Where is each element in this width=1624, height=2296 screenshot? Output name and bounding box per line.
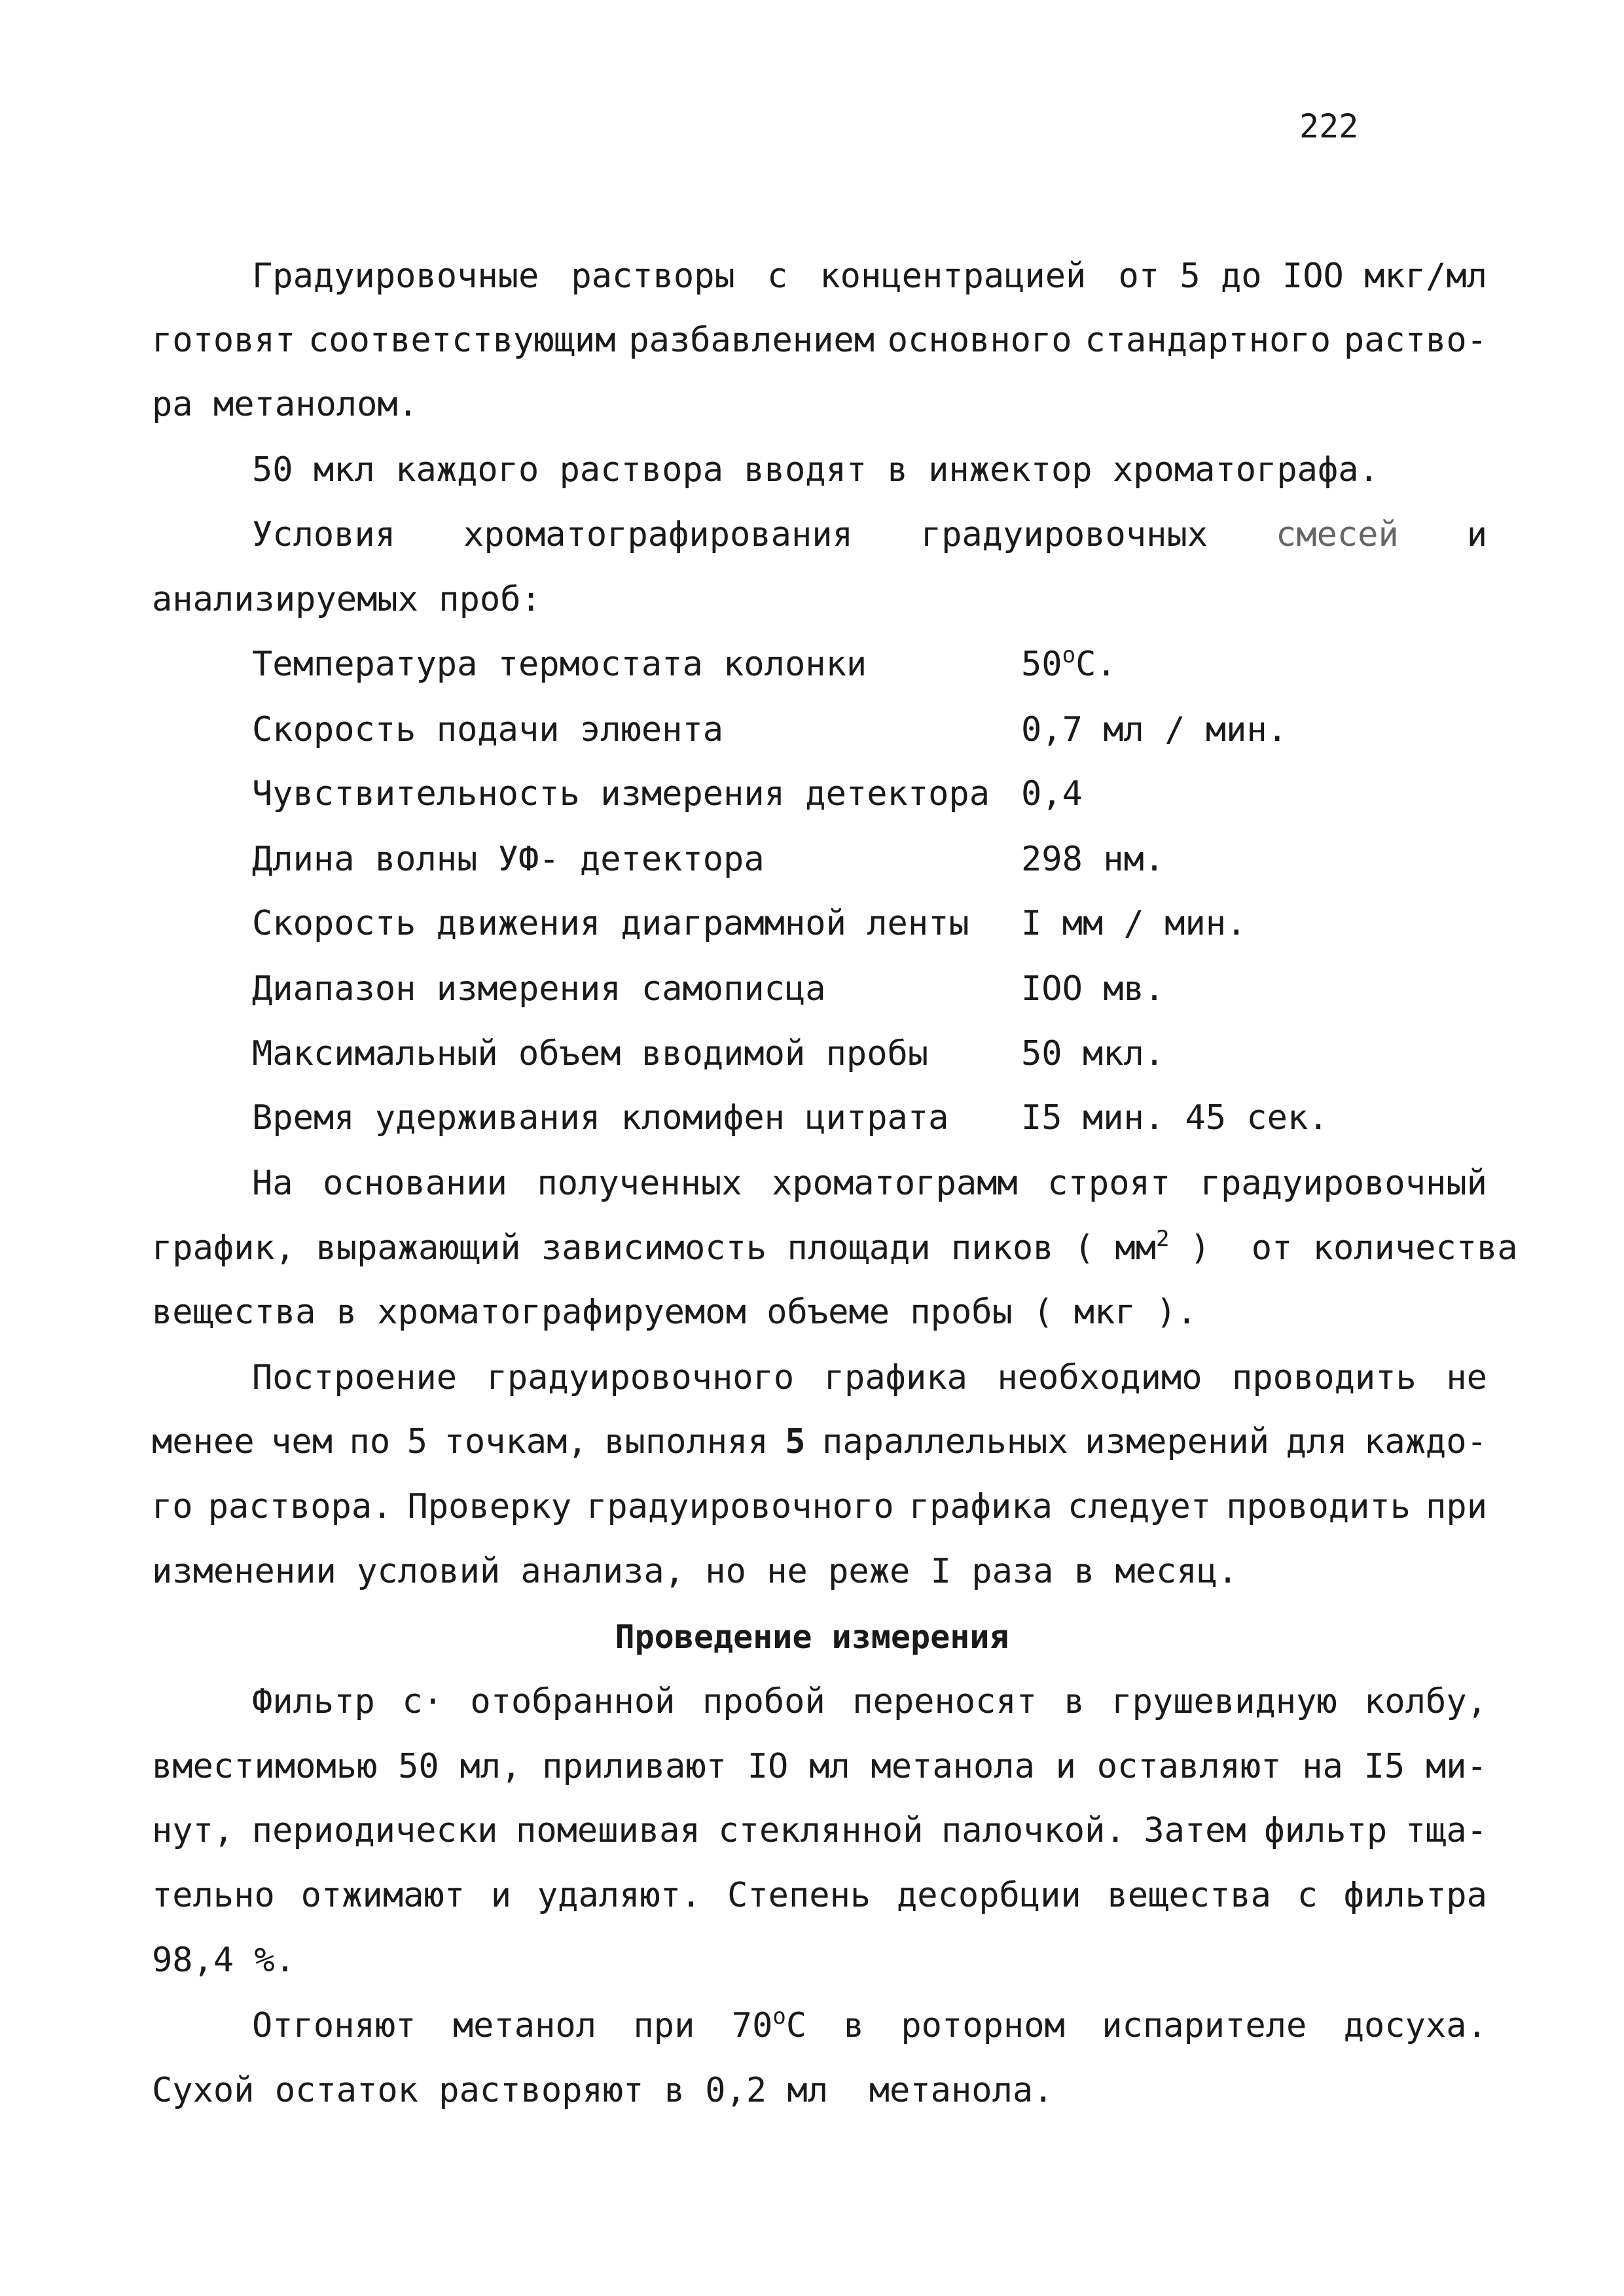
section-heading: Проведение измерения (615, 1618, 1009, 1656)
condition-value: 50 мкл. (1021, 1034, 1165, 1073)
condition-value: 0,7 мл / мин. (1021, 710, 1288, 749)
para1-line2: готовят соответствующим разбавлением основного стандартного раство- (152, 321, 1487, 360)
condition-name: Диапазон измерения самописца (252, 969, 826, 1009)
para4-line1: На основании полученных хроматограмм строят градуировочный (252, 1164, 1487, 1203)
para6-line2: вместимомью 50 мл, приливают IO мл метанола и оставляют на I5 ми- (152, 1747, 1487, 1786)
para4-line3: вещества в хроматографируемом объеме пробы ( мкг ). (152, 1293, 1197, 1332)
condition-name: Длина волны УФ- детектора (252, 840, 765, 879)
condition-value: $50^оС$. (1021, 642, 1117, 684)
condition-name: Скорость подачи элюента (252, 710, 724, 749)
para6-line3: нут, периодически помешивая стеклянной палочкой. Затем фильтр тща- (152, 1811, 1487, 1850)
condition-value: 0,4 (1021, 774, 1083, 814)
para7-line1: Отгоняют метанол при $70^оС$ в роторном испарителе досуха. (252, 2003, 1487, 2045)
condition-value: IOO мв. (1021, 969, 1165, 1009)
para6-line1: Фильтр с· отобранной пробой переносят в грушевидную колбу, (252, 1682, 1487, 1721)
para2: 50 мкл каждого раствора вводят в инжектор хроматографа. (252, 450, 1379, 490)
para6-line5: 98,4 %. (152, 1941, 296, 1980)
para5-line2: менее чем по 5 точкам, выполняя 5 параллельных измерений для каждо- (152, 1422, 1487, 1462)
page-number: 222 (1299, 107, 1359, 145)
para4-line2: график, выражающий зависимость площади пиков ( $мм^2$ ) от количества (152, 1226, 1518, 1268)
para5-line4: изменении условий анализа, но не реже I раза в месяц. (152, 1552, 1238, 1591)
condition-name: Максимальный объем вводимой пробы (252, 1034, 929, 1073)
para5-line3: го раствора. Проверку градуировочного графика следует проводить при (152, 1487, 1487, 1526)
condition-name: Скорость движения диаграммной ленты (252, 904, 969, 943)
para1-line1: Градуировочные растворы с концентрацией от 5 до IOO мкг/мл (252, 257, 1487, 296)
para3-line2: анализируемых проб: (152, 580, 541, 619)
para3-line1: Условия хроматографирования градуировочных смесей и (252, 515, 1487, 554)
condition-value: I5 мин. 45 сек. (1021, 1098, 1329, 1138)
para7-line2: Сухой остаток растворяют в 0,2 мл метанола. (152, 2071, 1054, 2110)
condition-value: 298 нм. (1021, 840, 1165, 879)
para1-line3: ра метанолом. (152, 385, 418, 424)
para5-line1: Построение градуировочного графика необходимо проводить не (252, 1358, 1487, 1397)
condition-name: Температура термостата колонки (252, 645, 867, 684)
condition-value: I мм / мин. (1021, 904, 1247, 943)
condition-name: Время удерживания кломифен цитрата (252, 1098, 949, 1138)
para6-line4: тельно отжимают и удаляют. Степень десорбции вещества с фильтра (152, 1876, 1487, 1915)
condition-name: Чувствительность измерения детектора (252, 774, 990, 814)
